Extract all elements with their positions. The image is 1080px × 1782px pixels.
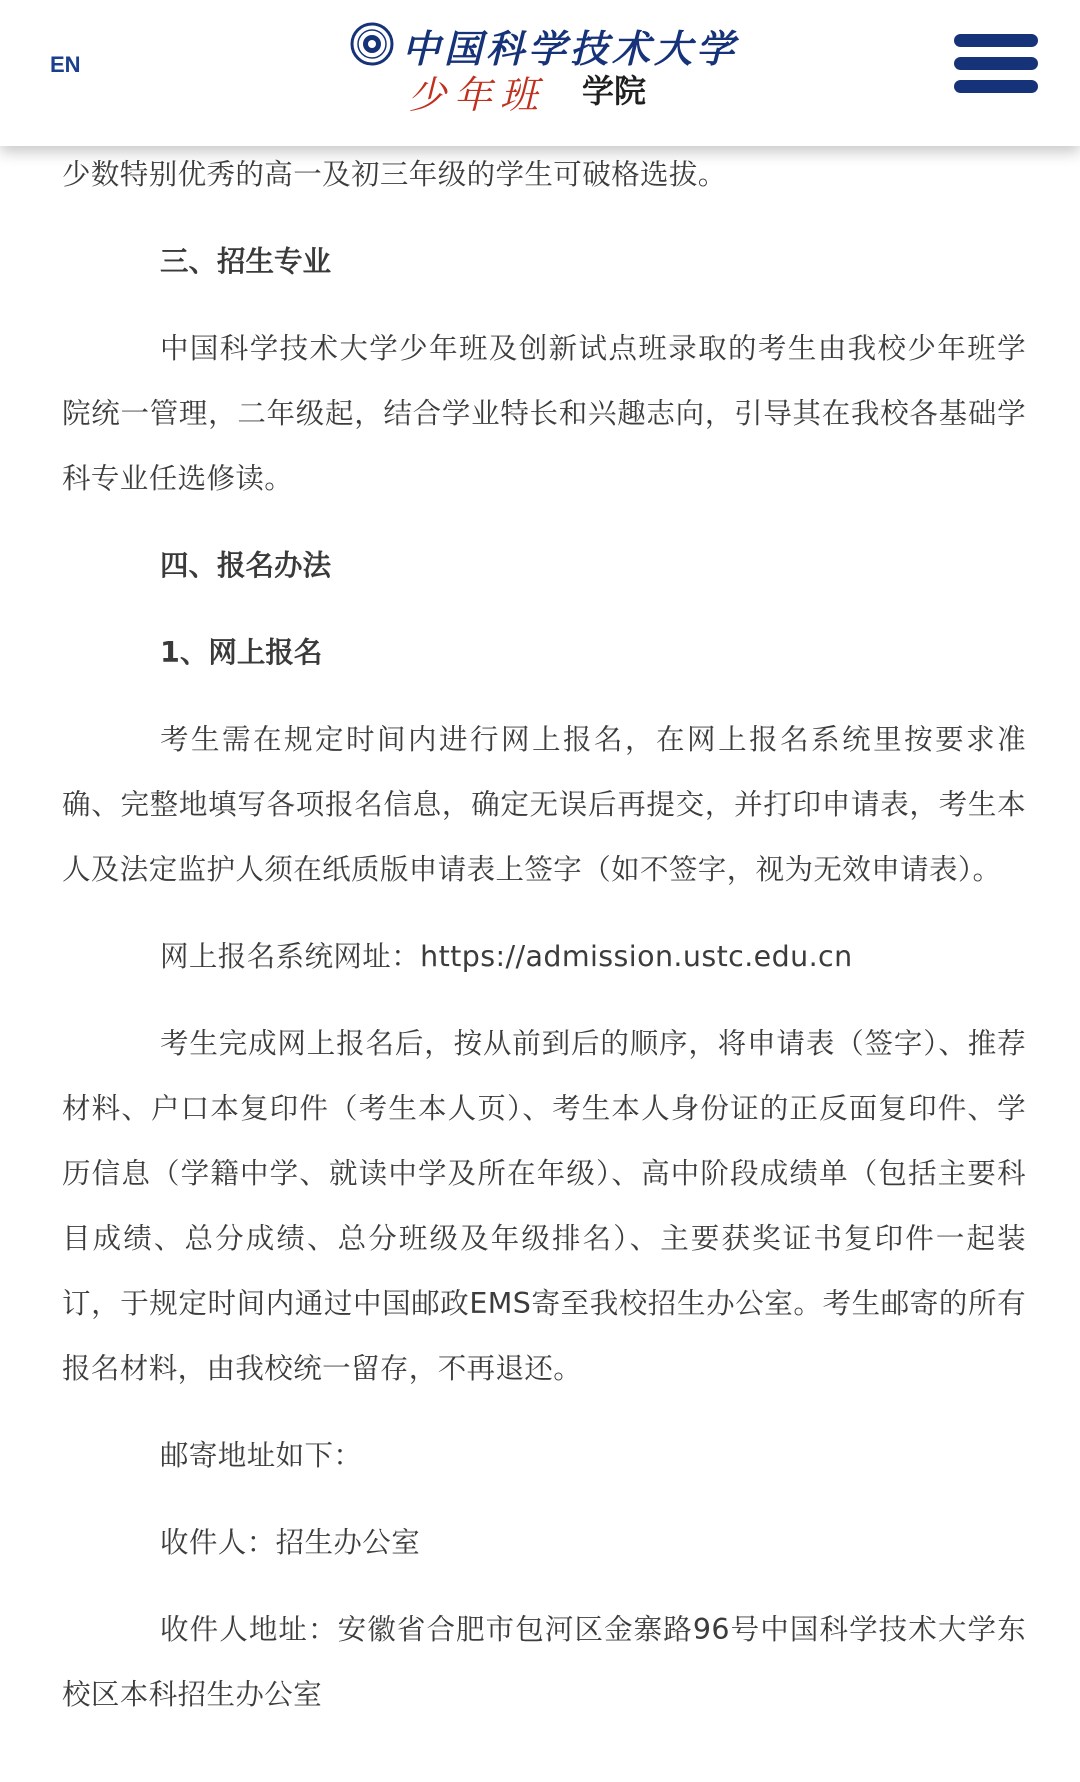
- top-header: [0, 0, 1080, 146]
- hamburger-menu-icon[interactable]: [954, 32, 1038, 98]
- paragraph-registration-url: 网上报名系统网址：https://admission.ustc.edu.cn: [160, 940, 853, 973]
- article-body: [62, 142, 1026, 1727]
- paragraph-mail-intro: 邮寄地址如下：: [160, 1439, 363, 1472]
- menu-bar: [954, 57, 1038, 70]
- school-logo[interactable]: [350, 18, 739, 118]
- paragraph-address: 收件人地址：安徽省合肥市包河区金寨路96号中国科学技术大学东校区本科招生办公室: [62, 1613, 1026, 1711]
- paragraph-section-3: 中国科学技术大学少年班及创新试点班录取的考生由我校少年班学院统一管理，二年级起，结合学业特长和兴趣志向，引导其在我校各基础学科专业任选修读。: [62, 332, 1026, 495]
- language-switch-en[interactable]: EN: [50, 52, 81, 77]
- paragraph-online-registration: 考生需在规定时间内进行网上报名，在网上报名系统里按要求准确、完整地填写各项报名信息，确定无误后再提交，并打印申请表，考生本人及法定监护人须在纸质版申请表上签字（如不签字，视为无效申请表）。: [62, 723, 1026, 886]
- logo-college-label: 学院: [582, 72, 647, 110]
- paragraph-intro-tail: 少数特别优秀的高一及初三年级的学生可破格选拔。: [62, 158, 727, 191]
- university-emblem-icon: [350, 22, 394, 66]
- menu-bar: [954, 80, 1038, 93]
- heading-section-4: 四、报名办法: [160, 549, 332, 582]
- logo-university-name: 中国科学技术大学: [402, 26, 739, 71]
- paragraph-recipient: 收件人：招生办公室: [160, 1526, 421, 1559]
- logo-class-name: 少年班: [408, 73, 547, 117]
- paragraph-mail-materials: 考生完成网上报名后，按从前到后的顺序，将申请表（签字）、推荐材料、户口本复印件（考生本人页）、考生本人身份证的正反面复印件、学历信息（学籍中学、就读中学及所在年级）、高中阶段成绩单（包括主要科目成绩、总分成绩、总分班级及年级排名）、主要获奖证书复印件一起装订，于规定时间内通过中国邮政EMS寄至我校招生办公室。考生邮寄的所有报名材料，由我校统一留存，不再退还。: [62, 1027, 1026, 1385]
- heading-section-3: 三、招生专业: [160, 245, 332, 278]
- menu-bar: [954, 34, 1038, 47]
- heading-online-registration: 1、网上报名: [160, 636, 323, 669]
